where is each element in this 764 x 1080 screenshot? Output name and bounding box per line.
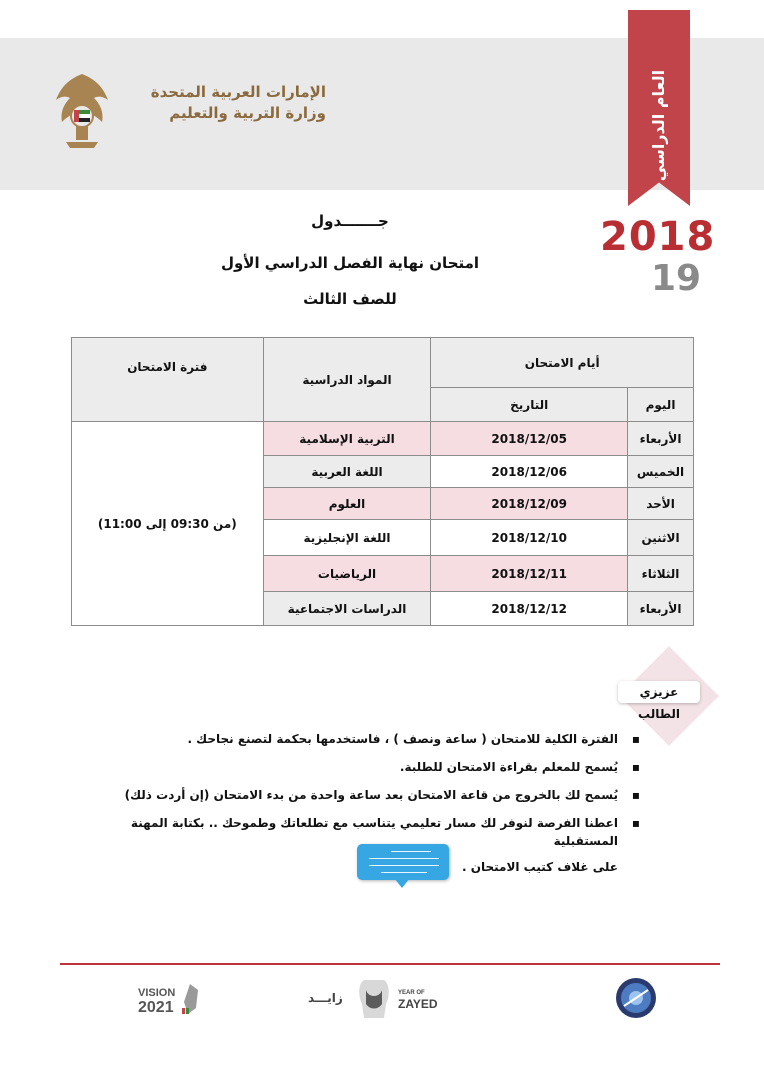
date-cell: 2018/12/05 xyxy=(431,422,628,456)
vision-label: VISION xyxy=(138,987,176,999)
dear-student-label: عزيزي الطالب xyxy=(618,681,700,703)
svg-text:زايـــد: زايـــد xyxy=(308,991,343,1005)
year-of-zayed-logo-icon xyxy=(306,974,446,1020)
date-cell: 2018/12/10 xyxy=(431,520,628,556)
subject-cell: العلوم xyxy=(263,488,431,520)
date-header: التاريخ xyxy=(431,388,628,422)
speech-bubble-image xyxy=(357,844,449,880)
list-item: ▪ الفترة الكلية للامتحان ( ساعة ونصف ) ، فاستخدمها بحكمة لتصنع نجاحك . xyxy=(100,730,640,748)
ministry-line-2: وزارة التربية والتعليم xyxy=(169,104,326,122)
day-cell: الأربعاء xyxy=(628,592,694,626)
subject-cell: الدراسات الاجتماعية xyxy=(263,592,431,626)
vision-year: 2021 xyxy=(138,999,174,1016)
title-grade: للصف الثالث xyxy=(303,290,397,308)
subject-cell: التربية الإسلامية xyxy=(263,422,431,456)
list-item: ▪ اعطنا الفرصة لنوفر لك مسار تعليمي يتناسب مع تطلعاتك وطموحك .. بكتابة المهنة المستقبلية xyxy=(100,814,640,850)
day-header: اليوم xyxy=(628,388,694,422)
day-cell: الخميس xyxy=(628,456,694,488)
bubble-text-line xyxy=(369,865,439,866)
footer-divider xyxy=(60,963,720,965)
day-cell: الثلاثاء xyxy=(628,556,694,592)
subject-cell: اللغة العربية xyxy=(263,456,431,488)
table-row xyxy=(72,422,694,456)
bubble-text-line xyxy=(381,872,427,873)
day-cell: الأحد xyxy=(628,488,694,520)
days-header: أيام الامتحان xyxy=(431,338,694,388)
bubble-text-line xyxy=(369,858,439,859)
date-cell: 2018/12/11 xyxy=(431,556,628,592)
day-cell: الاثنين xyxy=(628,520,694,556)
vision-2021-logo-icon xyxy=(136,978,206,1018)
list-item-continuation: على غلاف كتيب الامتحان . xyxy=(461,860,618,874)
subject-header: المواد الدراسية xyxy=(263,338,431,422)
date-cell: 2018/12/06 xyxy=(431,456,628,488)
day-cell: الأربعاء xyxy=(628,422,694,456)
title-exam: امتحان نهاية الفصل الدراسي الأول xyxy=(220,254,480,272)
ribbon-label-wrap xyxy=(628,60,690,190)
title-schedule: جـــــــدول xyxy=(311,212,389,230)
period-header: فترة الامتحان xyxy=(72,338,264,422)
year-top: 2018 xyxy=(600,214,716,260)
period-cell: (من 09:30 إلى 11:00) xyxy=(72,422,264,626)
exam-schedule-table xyxy=(71,337,694,626)
mission-badge-icon xyxy=(614,976,658,1020)
list-item: ▪ يُسمح للمعلم بقراءة الامتحان للطلبة. xyxy=(100,758,640,776)
uae-emblem-icon xyxy=(52,70,112,152)
date-cell: 2018/12/09 xyxy=(431,488,628,520)
speech-bubble-tail xyxy=(394,878,410,888)
ministry-line-1: الإمارات العربية المتحدة xyxy=(150,83,326,101)
ministry-name xyxy=(126,82,326,124)
zayed-en: ZAYED xyxy=(398,997,438,1011)
year-bottom: 19 xyxy=(650,258,702,299)
subject-cell: اللغة الإنجليزية xyxy=(263,520,431,556)
zayed-small: YEAR OF xyxy=(398,990,425,996)
list-item: ▪ يُسمح لك بالخروج من قاعة الامتحان بعد ساعة واحدة من بدء الامتحان (إن أردت ذلك) xyxy=(100,786,640,804)
date-cell: 2018/12/12 xyxy=(431,592,628,626)
bubble-text-line xyxy=(391,851,431,852)
subject-cell: الرياضيات xyxy=(263,556,431,592)
ribbon-label: العام الدراسي xyxy=(649,69,669,181)
